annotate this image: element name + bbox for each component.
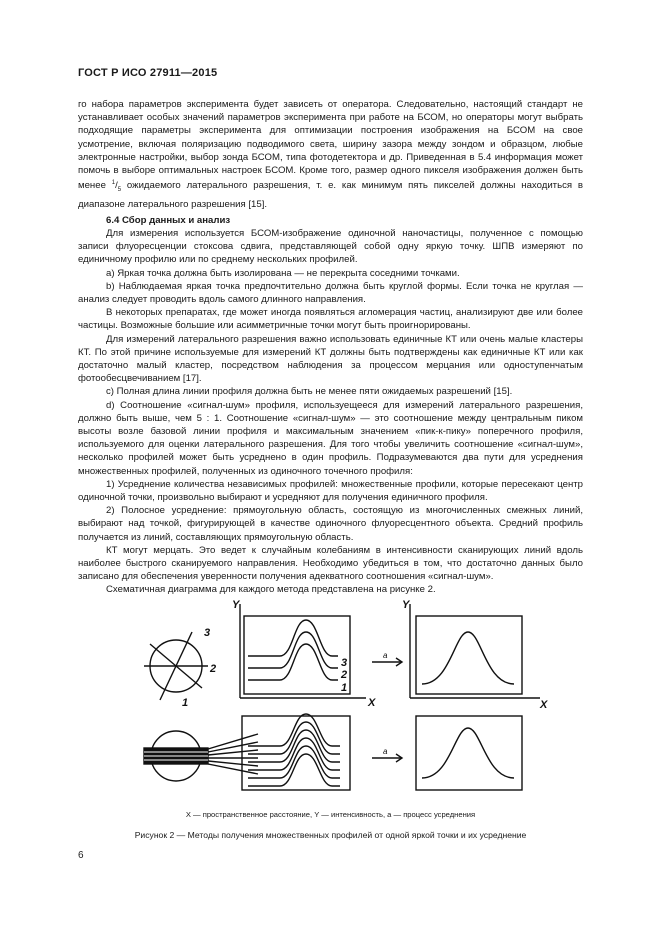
label-3: 3 (204, 627, 211, 639)
section-title: 6.4 Сбор данных и анализ (106, 214, 231, 226)
fraction-denominator: 5 (117, 187, 122, 194)
x-axis-label: X (368, 697, 376, 709)
paragraph-text: го набора параметров эксперимента будет зависеть от оператора. Следовательно, настоящий стандарт не устанавливает особых значений параметров эксперимента при работе на БСОМ, но операторы могут выбрать подходящие параметры эксперимента для оптимизации построения изображения на БСОМ на свое усмотрение, включая поляризацию подводимого света, ширину зазора между зондом и образцом, любые электронные настройки, выбор зонда БСОМ, типа фотодетектора и др. Приведенная в 5.4 информация может помочь в выборе оптимальных настроек БСОМ. Кроме того, размер одного пикселя изображения должен быть менее (78, 99, 583, 192)
label-1: 1 (182, 697, 189, 709)
list-item-b: b) Наблюдаемая яркая точка предпочтительно должна быть круглой формы. Если точка не круглая — анализ следует проводить вдоль самого длинного направления. (78, 280, 583, 305)
list-item-1: 1) Усреднение количества независимых профилей: множественные профили, которые пересекают центр одиночной точки, произвольно выбирают и усредняют для получения единичного профиля. (78, 478, 583, 503)
x-axis-label: X (540, 699, 548, 711)
figure-legend: X — пространственное расстояние, Y — интенсивность, a — процесс усреднения (185, 810, 476, 819)
figure-2 (130, 594, 550, 794)
paragraph-text: ожидаемого латерального разрешения, т. е. как минимум пять пикселей должны находиться в диапазоне латерального разрешения [15]. (78, 180, 583, 210)
list-item-a: а) Яркая точка должна быть изолирована — не перекрыта соседними точками. (106, 267, 460, 279)
curve-label-2: 2 (341, 669, 348, 681)
body-text (78, 98, 583, 597)
curve-label-1: 1 (341, 682, 348, 694)
paragraph: го набора параметров эксперимента будет зависеть от оператора. Следовательно, настоящий стандарт не устанавливает особых значений параметров эксперимента при работе на БСОМ, но операторы могут выбрать подходящие параметры эксперимента для оптимизации построения изображения на БСОМ на свое усмотрение, включая поляризацию подводимого света, ширину зазора между зондом и образцом, любые электронные настройки, выбор зонда БСОМ, типа фотодетектора и др. Приведенная в 5.4 информация может помочь в выборе оптимальных настроек БСОМ. Кроме того, размер одного пикселя изображения должен быть менее $^1/_5$ ожидаемого латерального разрешения, т. е. как минимум пять пикселей должны находиться в диапазоне латерального разрешения [15]. (78, 99, 583, 210)
paragraph: Для измерения используется БСОМ-изображение одиночной наночастицы, полученное с помощью записи флуоресценции стоксова сдвига, представляющей собой одну яркую точку. ШПВ измеряют по единичному профилю или по среднему нескольких профилей. (78, 227, 583, 266)
plot-frame (242, 716, 350, 790)
plot-frame (416, 716, 522, 790)
paragraph: Схематичная диаграмма для каждого метода представлена на рисунке 2. (106, 584, 436, 596)
document-header: ГОСТ Р ИСО 27911—2015 (78, 67, 218, 79)
list-item-d: d) Соотношение «сигнал-шум» профиля, используещееся для измерений латерального разрешения, должно быть выше, чем 5 : 1. Соотношение «сигнал-шум» — это соотношение между центральным пиком высоты возле базовой линии профиля и максимальным значением «пик-к-пику» поперечного профиля, используемого для оценки латерального разрешения. Для того чтобы увеличить соотношение «сигнал-шум», несколько профилей может быть усреднено в один профиль. Подразумеваются два пути для усреднения множественных профилей, полученных из одиночного точечного профиля: (78, 399, 583, 477)
y-axis-label: Y (232, 599, 240, 611)
label-2: 2 (210, 663, 217, 675)
curve-label-3: 3 (341, 657, 348, 669)
y-axis-label: Y (402, 599, 410, 611)
arrow-label: a (383, 747, 388, 756)
list-item-2: 2) Полосное усреднение: прямоугольную область, состоящую из многочисленных смежных линий, выбирают над точкой, фигурирующей в качестве одиночного флуоресцентного объекта. Средний профиль получается из линий, составляющих прямоугольную область. (78, 505, 583, 543)
paragraph: В некоторых препаратах, где может иногда появляться агломерация частиц, анализируют две или более частицы. Возможные большие или асимметричные точки могут быть проигнорированы. (78, 307, 583, 332)
band-profile-curve (248, 714, 340, 746)
page-number: 6 (78, 850, 84, 861)
figure-caption: Рисунок 2 — Методы получения множественных профилей от одной яркой точки и их усреднение (134, 830, 527, 840)
paragraph: КТ могут мерцать. Это ведет к случайным колебаниям в интенсивности сканирующих линий вдоль наиболее быстрого сканируемого направления. Необходимо убедиться в том, что достаточно данных было записано для обеспечения уверенности получения адекватного соотношения «сигнал-шум». (78, 544, 583, 583)
list-item-c: c) Полная длина линии профиля должна быть не менее пяти ожидаемых разрешений [15]. (106, 386, 513, 398)
averaged-profile-curve (422, 728, 514, 778)
arrow-label: a (383, 651, 388, 660)
fraction-numerator: 1 (111, 180, 116, 187)
averaged-profile-curve (422, 632, 514, 684)
paragraph: Для измерений латерального разрешения важно использовать единичные КТ или очень малые кластеры КТ. По этой причине используемые для измерений КТ должны быть подтверждены как единичные КТ или как достаточно малый кластер, посредством наблюдения за процессом мерцания или одноступенчатым фотообесцвечиванием [17]. (78, 333, 583, 385)
